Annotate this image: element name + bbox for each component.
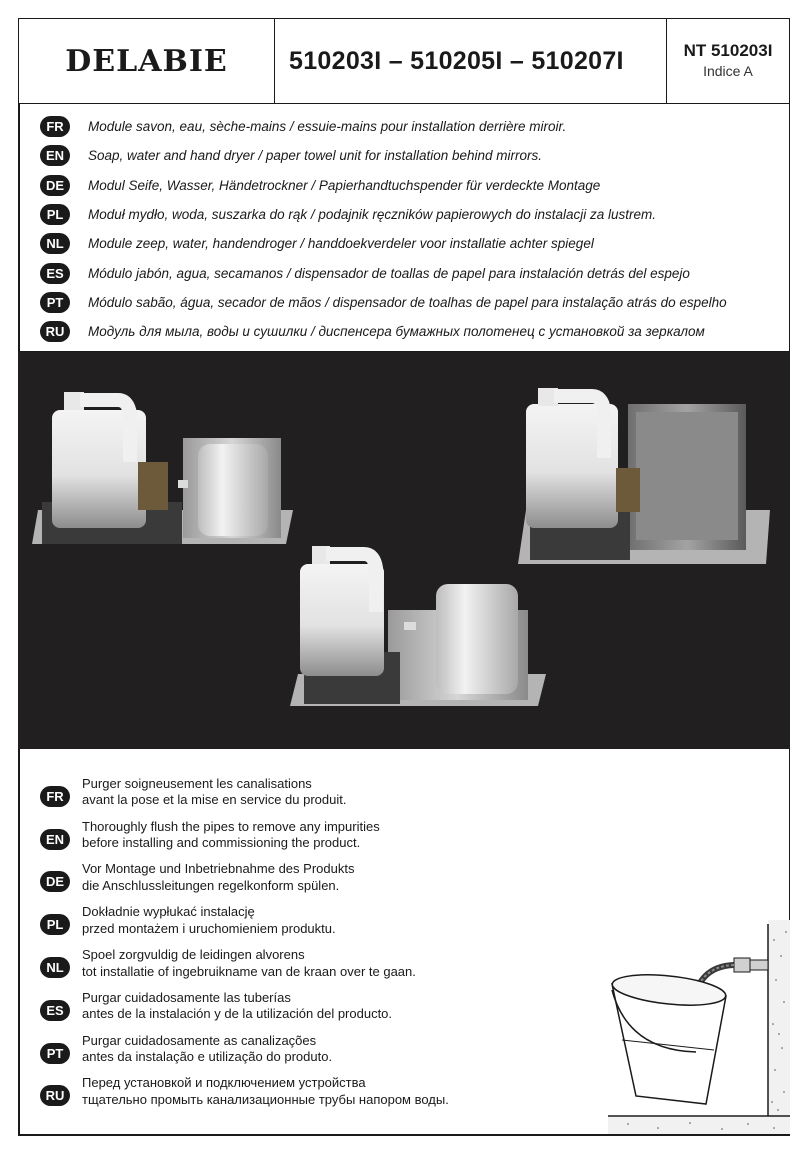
module-soap-water-dryer-front	[290, 546, 546, 706]
flush-instruction-text	[82, 1033, 332, 1066]
description-row	[40, 171, 780, 200]
document-header	[18, 18, 790, 104]
flush-line-1: Purger soigneusement les canalisations	[82, 775, 312, 791]
flush-line-1: Thoroughly flush the pipes to remove any impurities	[82, 818, 380, 834]
flush-line-2: die Anschlussleitungen regelkonform spülen.	[82, 877, 340, 893]
description-row	[40, 229, 780, 258]
flush-line-2: antes de la instalación y de la utilización del producto.	[82, 1006, 393, 1022]
flush-line-2: тщательно промыть канализационные трубы напором воды.	[82, 1091, 449, 1107]
description-text: Module savon, eau, sèche-mains / essuie-mains pour installation derrière miroir.	[88, 119, 567, 135]
description-text: Модуль для мыла, воды и сушилки / диспенсера бумажных полотенец с установкой за зеркалом	[88, 324, 705, 340]
flush-instruction-row	[40, 857, 560, 900]
flush-instruction-row	[40, 985, 560, 1028]
language-badge: ES	[40, 263, 70, 284]
frame-bottom-border	[18, 1134, 790, 1136]
flush-line-2: przed montażem i uruchomieniem produktu.	[82, 920, 336, 936]
flush-instruction-row	[40, 771, 560, 814]
language-badge: PL	[40, 204, 70, 225]
product-references-cell	[275, 19, 667, 103]
language-badge: FR	[40, 786, 70, 807]
description-row	[40, 317, 780, 346]
description-row	[40, 112, 780, 141]
flush-instruction-row	[40, 1028, 560, 1071]
flush-instruction-list	[40, 771, 560, 1113]
product-photo-illustration	[18, 352, 790, 749]
flush-instruction-row	[40, 1071, 560, 1114]
flush-instruction-text	[82, 1075, 449, 1108]
description-text: Modul Seife, Wasser, Händetrockner / Papierhandtuchspender für verdeckte Montage	[88, 177, 601, 193]
language-badge: ES	[40, 1000, 70, 1021]
flush-line-2: avant la pose et la mise en service du produit.	[82, 792, 347, 808]
description-text: Módulo sabão, água, secador de mãos / dispensador de toalhas de papel para instalação atrás do espelho	[88, 294, 727, 310]
description-row	[40, 200, 780, 229]
flush-instruction-text	[82, 819, 380, 852]
bucket-hose-flush-icon	[598, 920, 790, 1134]
description-row	[40, 141, 780, 170]
flush-instruction-text	[82, 990, 392, 1023]
description-text: Module zeep, water, handendroger / handdoekverdeler voor installatie achter spiegel	[88, 236, 594, 252]
language-badge: PT	[40, 292, 70, 313]
language-badge: EN	[40, 829, 70, 850]
language-badge: PL	[40, 914, 70, 935]
flush-line-1: Перед установкой и подключением устройства	[82, 1075, 366, 1091]
module-soap-water-dryer	[32, 392, 293, 544]
flush-line-1: Purgar cuidadosamente as canalizações	[82, 1032, 317, 1048]
product-photo	[18, 352, 790, 749]
flush-instruction-row	[40, 814, 560, 857]
flush-line-1: Dokładnie wypłukać instalację	[82, 904, 255, 920]
description-row	[40, 258, 780, 287]
flush-line-2: tot installatie of ingebruikname van de kraan over te gaan.	[82, 963, 416, 979]
flush-instruction-text	[82, 776, 346, 809]
description-text: Soap, water and hand dryer / paper towel unit for installation behind mirrors.	[88, 148, 542, 164]
language-badge: NL	[40, 957, 70, 978]
flush-instruction-text	[82, 904, 336, 937]
language-badge: PT	[40, 1043, 70, 1064]
module-soap-water-towel	[518, 388, 770, 564]
brand-logo: DELABIE	[65, 43, 228, 79]
description-text: Módulo jabón, agua, secamanos / dispensador de toallas de papel para instalación detrás del espejo	[88, 265, 690, 281]
language-badge: RU	[40, 321, 70, 342]
notice-number: NT 510203I	[683, 41, 773, 60]
flush-instruction-text	[82, 861, 354, 894]
description-row	[40, 288, 780, 317]
product-references: 510203I – 510205I – 510207I	[289, 46, 624, 75]
notice-number-cell	[667, 19, 789, 103]
flush-instruction-row	[40, 899, 560, 942]
language-badge: RU	[40, 1085, 70, 1106]
language-badge: FR	[40, 116, 70, 137]
flush-instruction-text	[82, 947, 416, 980]
flush-line-1: Vor Montage und Inbetriebnahme des Produkts	[82, 861, 355, 877]
brand-logo-cell	[19, 19, 275, 103]
product-description-list	[40, 112, 780, 346]
language-badge: EN	[40, 145, 70, 166]
description-text: Moduł mydło, woda, suszarka do rąk / podajnik ręczników papierowych do instalacji za lustrem.	[88, 207, 657, 223]
flush-line-1: Spoel zorgvuldig de leidingen alvorens	[82, 947, 305, 963]
flush-line-1: Purgar cuidadosamente las tuberías	[82, 989, 291, 1005]
language-badge: NL	[40, 233, 70, 254]
notice-index: Indice A	[703, 63, 753, 79]
flush-instruction-row	[40, 942, 560, 985]
flush-line-2: before installing and commissioning the product.	[82, 835, 361, 851]
language-badge: DE	[40, 175, 70, 196]
language-badge: DE	[40, 871, 70, 892]
flush-line-2: antes da instalação e utilização do produto.	[82, 1049, 333, 1065]
